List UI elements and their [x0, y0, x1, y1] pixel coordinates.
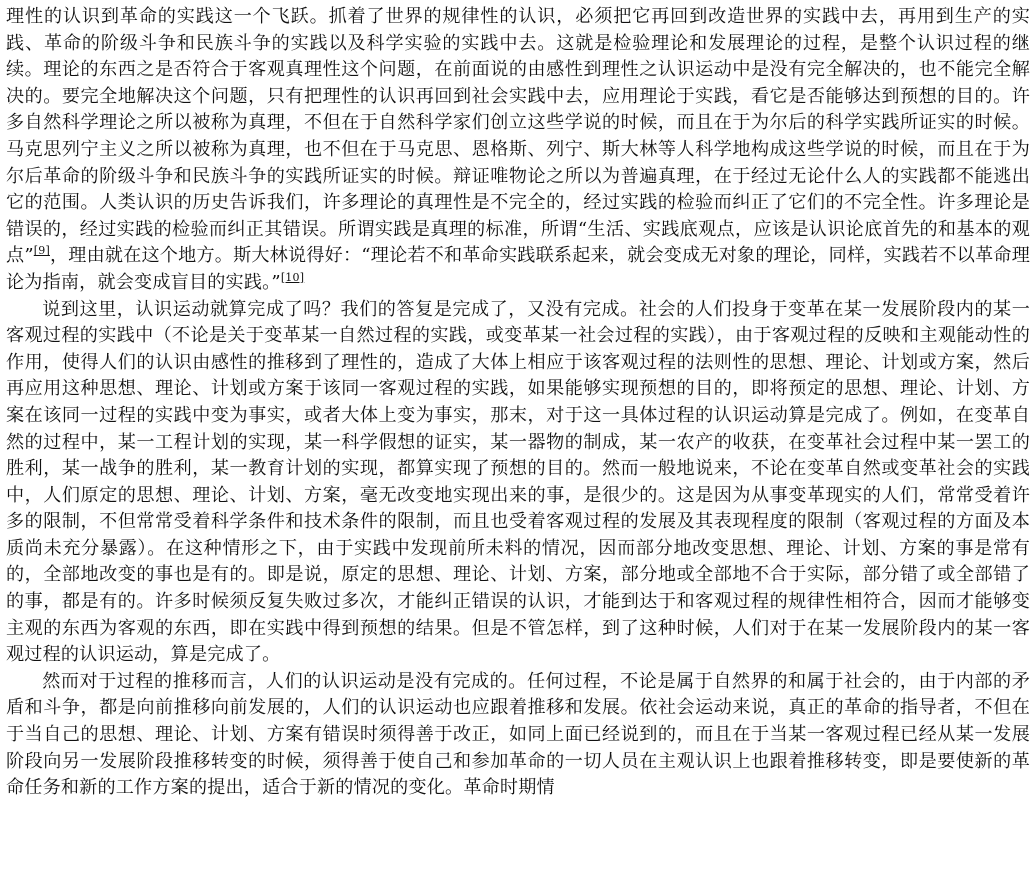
paragraph-2: [6, 297, 1030, 669]
footnote-ref-10[interactable]: [10]: [280, 270, 305, 284]
paragraph-1-text-a: 理性的认识到革命的实践这一个飞跃。抓着了世界的规律性的认识，必须把它再回到改造世界的实践中去，再用到生产的实践、革命的阶级斗争和民族斗争的实践以及科学实验的实践中去。这就是检验理论和发展理论的过程，是整个认识过程的继续。理论的东西之是否符合于客观真理性这个问题，在前面说的由感性到理性之认识运动中是没有完全解决的，也不能完全解决的。要完全地解决这个问题，只有把理性的认识再回到社会实践中去，应用理论于实践，看它是否能够达到预想的目的。许多自然科学理论之所以被称为真理，不但在于自然科学家们创立这些学说的时候，而且在于为尔后的科学实践所证实的时候。马克思列宁主义之所以被称为真理，也不但在于马克思、恩格斯、列宁、斯大林等人科学地构成这些学说的时候，而且在于为尔后革命的阶级斗争和民族斗争的实践所证实的时候。辩证唯物论之所以为普遍真理，在于经过无论什么人的实践都不能逃出它的范围。人类认识的历史告诉我们，许多理论的真理性是不完全的，经过实践的检验而纠正了它们的不完全性。许多理论是错误的，经过实践的检验而纠正其错误。所谓实践是真理的标准，所谓“生活、实践底观点，应该是认识论底首先的和基本的观点”: [6, 6, 1030, 267]
paragraph-2-text: 说到这里，认识运动就算完成了吗？我们的答复是完成了，又没有完成。社会的人们投身于变革在某一发展阶段内的某一客观过程的实践中（不论是关于变革某一自然过程的实践，或变革某一社会过程的实践），由于客观过程的反映和主观能动性的作用，使得人们的认识由感性的推移到了理性的，造成了大体上相应于该客观过程的法则性的思想、理论、计划或方案，然后再应用这种思想、理论、计划或方案于该同一客观过程的实践，如果能够实现预想的目的，即将预定的思想、理论、计划、方案在该同一过程的实践中变为事实，或者大体上变为事实，那末，对于这一具体过程的认识运动算是完成了。例如，在变革自然的过程中，某一工程计划的实现，某一科学假想的证实，某一器物的制成，某一农产的收获，在变革社会过程中某一罢工的胜利，某一战争的胜利，某一教育计划的实现，都算实现了预想的目的。然而一般地说来，不论在变革自然或变革社会的实践中，人们原定的思想、理论、计划、方案，毫无改变地实现出来的事，是很少的。这是因为从事变革现实的人们，常常受着许多的限制，不但常常受着科学条件和技术条件的限制，而且也受着客观过程的发展及其表现程度的限制（客观过程的方面及本质尚未充分暴露）。在这种情形之下，由于实践中发现前所未料的情况，因而部分地改变思想、理论、计划、方案的事是常有的，全部地改变的事也是有的。即是说，原定的思想、理论、计划、方案，部分地或全部地不合于实际，部分错了或全部错了的事，都是有的。许多时候须反复失败过多次，才能纠正错误的认识，才能到达于和客观过程的规律性相符合，因而才能够变主观的东西为客观的东西，即在实践中得到预想的结果。但是不管怎样，到了这种时候，人们对于在某一发展阶段内的某一客观过程的认识运动，算是完成了。: [6, 298, 1030, 666]
paragraph-1-text-b: ，理由就在这个地方。斯大林说得好：“理论若不和革命实践联系起来，就会变成无对象的理论，同样，实践若不以革命理论为指南，就会变成盲目的实践。”: [6, 245, 1030, 293]
footnote-ref-9[interactable]: [9]: [33, 244, 50, 258]
paragraph-3-text: 然而对于过程的推移而言，人们的认识运动是没有完成的。任何过程，不论是属于自然界的和属于社会的，由于内部的矛盾和斗争，都是向前推移向前发展的，人们的认识运动也应跟着推移和发展。依社会运动来说，真正的革命的指导者，不但在于当自己的思想、理论、计划、方案有错误时须得善于改正，如同上面已经说到的，而且在于当某一客观过程已经从某一发展阶段向另一发展阶段推移转变的时候，须得善于使自己和参加革命的一切人员在主观认识上也跟着推移转变，即是要使新的革命任务和新的工作方案的提出，适合于新的情况的变化。革命时期情: [6, 670, 1030, 799]
paragraph-3: [6, 669, 1030, 802]
paragraph-1: [6, 4, 1030, 297]
